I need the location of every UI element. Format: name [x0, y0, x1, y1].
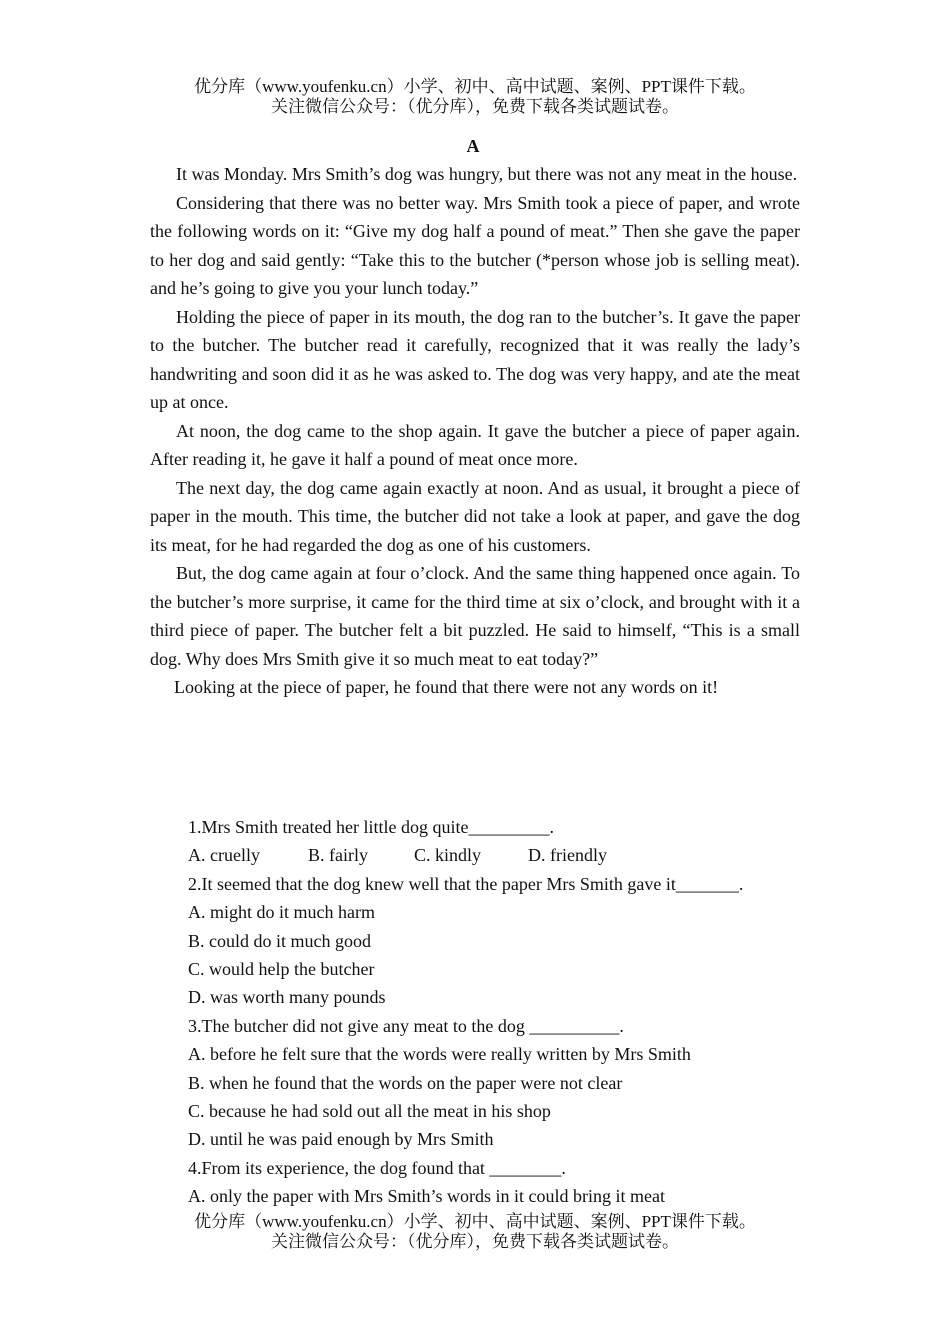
option-a: A. cruelly — [188, 845, 260, 866]
question-4-stem: 4.From its experience, the dog found that ________. — [188, 1157, 566, 1178]
option-c: C. because he had sold out all the meat in his shop — [188, 1101, 551, 1122]
paragraph: Considering that there was no better way. Mrs Smith took a piece of paper, and wrote the following words on it: “Give my dog half a pound of meat.” Then she gave the paper to her dog and said gently: “Take this to the butcher (*person whose job is selling meat). and he’s going to give you your lunch today.” — [150, 192, 800, 298]
option-d: D. was worth many pounds — [188, 987, 386, 1008]
paragraph: It was Monday. Mrs Smith’s dog was hungry, but there was not any meat in the house. — [176, 164, 798, 184]
option-a: A. only the paper with Mrs Smith’s words in it could bring it meat — [188, 1186, 665, 1207]
question-2-stem: 2.It seemed that the dog knew well that the paper Mrs Smith gave it_______. — [188, 873, 744, 894]
option-d: D. until he was paid enough by Mrs Smith — [188, 1129, 494, 1150]
paragraph: But, the dog came again at four o’clock. And the same thing happened once again. To the butcher’s more surprise, it came for the third time at six o’clock, and brought with it a third piece of paper. The butcher felt a bit puzzled. He said to himself, “This is a small dog. Why does Mrs Smith give it so much meat to eat today?” — [150, 563, 800, 669]
option-a: A. might do it much harm — [188, 902, 375, 923]
option-a: A. before he felt sure that the words were really written by Mrs Smith — [188, 1044, 691, 1065]
footer-line-2: 关注微信公众号：（优分库），免费下载各类试题试卷。 — [271, 1232, 679, 1251]
question-3-stem: 3.The butcher did not give any meat to the dog __________. — [188, 1015, 624, 1036]
paragraph: Holding the piece of paper in its mouth, the dog ran to the butcher’s. It gave the paper to the butcher. The butcher read it carefully, recognized that it was really the lady’s handwriting and soon did it as he was asked to. The dog was very happy, and ate the meat up at once. — [150, 306, 800, 412]
option-c: C. would help the butcher — [188, 959, 375, 980]
question-1-stem: 1.Mrs Smith treated her little dog quite_________. — [188, 817, 554, 837]
footer-line-1: 优分库（www.youfenku.cn）小学、初中、高中试题、案例、PPT课件下载。 — [194, 1212, 756, 1231]
paragraph: The next day, the dog came again exactly at noon. And as usual, it brought a piece of paper in the mouth. This time, the butcher did not take a look at paper, and gave the dog its meat, for he had regarded the dog as one of his customers. — [150, 477, 800, 555]
header-line-1: 优分库（www.youfenku.cn）小学、初中、高中试题、案例、PPT课件下载。 — [194, 77, 756, 96]
passage-title: A — [466, 136, 480, 156]
paragraph: At noon, the dog came to the shop again. It gave the butcher a piece of paper again. After reading it, he gave it half a pound of meat once more. — [150, 420, 800, 469]
passage-body — [150, 160, 800, 702]
header-line-2: 关注微信公众号：（优分库），免费下载各类试题试卷。 — [271, 97, 679, 116]
option-b: B. when he found that the words on the paper were not clear — [188, 1072, 623, 1093]
option-b: B. could do it much good — [188, 930, 371, 951]
option-d: D. friendly — [528, 845, 607, 866]
question-1-options — [188, 841, 808, 869]
option-b: B. fairly — [308, 845, 368, 866]
paragraph: Looking at the piece of paper, he found that there were not any words on it! — [174, 677, 719, 697]
question-list — [188, 813, 808, 1211]
page-header — [0, 77, 950, 117]
option-c: C. kindly — [414, 845, 482, 866]
page-footer — [0, 1212, 950, 1252]
